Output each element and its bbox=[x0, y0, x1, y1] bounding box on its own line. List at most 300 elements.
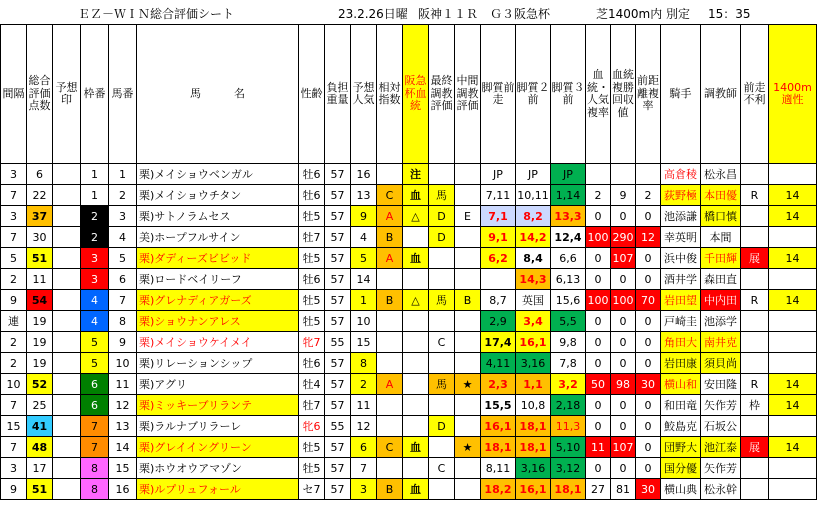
cell-style-3rd: 7,8 bbox=[551, 353, 586, 374]
cell-bloodline-return: 0 bbox=[611, 395, 636, 416]
cell-horse-name: 栗)ホウオウアマゾン bbox=[137, 458, 299, 479]
col-header-relative-index: 相対指数 bbox=[377, 25, 403, 164]
cell-prev-disadvantage bbox=[741, 479, 769, 500]
cell-1400m-aptitude bbox=[769, 416, 817, 437]
col-header-style-3rd: 脚質３前 bbox=[551, 25, 586, 164]
cell-predicted-popularity: 14 bbox=[351, 269, 377, 290]
header-row bbox=[1, 25, 817, 164]
cell-prediction-mark bbox=[53, 290, 81, 311]
cell-horse-number: 1 bbox=[109, 164, 137, 185]
cell-total-score: 19 bbox=[27, 353, 53, 374]
cell-trainer: 池江泰 bbox=[701, 437, 741, 458]
cell-relative-index: B bbox=[377, 290, 403, 311]
cell-1400m-aptitude bbox=[769, 332, 817, 353]
cell-1400m-aptitude: 14 bbox=[769, 395, 817, 416]
cell-horse-name: 栗)ラルナブリラーレ bbox=[137, 416, 299, 437]
cell-style-2nd: 14,3 bbox=[516, 269, 551, 290]
cell-horse-name: 栗)メイショウケイメイ bbox=[137, 332, 299, 353]
cell-relative-index: C bbox=[377, 437, 403, 458]
cell-horse-number: 12 bbox=[109, 395, 137, 416]
cell-trainer: 池添学 bbox=[701, 311, 741, 332]
col-header-interval: 間隔 bbox=[1, 25, 27, 164]
cell-race-bloodline: 血 bbox=[403, 248, 429, 269]
cell-weight: 57 bbox=[325, 374, 351, 395]
table-row bbox=[1, 206, 817, 227]
cell-horse-name: 栗)ショウナンアレス bbox=[137, 311, 299, 332]
cell-final-training bbox=[429, 311, 455, 332]
col-header-style-2nd: 脚質２前 bbox=[516, 25, 551, 164]
cell-bloodline-return: 0 bbox=[611, 458, 636, 479]
evaluation-table bbox=[0, 24, 817, 500]
cell-weight: 57 bbox=[325, 311, 351, 332]
cell-style-last: 7,1 bbox=[481, 206, 516, 227]
cell-horse-number: 5 bbox=[109, 248, 137, 269]
cell-bloodline-return bbox=[611, 164, 636, 185]
cell-predicted-popularity: 7 bbox=[351, 458, 377, 479]
cell-race-bloodline: 血 bbox=[403, 185, 429, 206]
cell-predicted-popularity: 11 bbox=[351, 395, 377, 416]
cell-frame-number: 5 bbox=[81, 332, 109, 353]
cell-style-last: 17,4 bbox=[481, 332, 516, 353]
cell-mid-training: B bbox=[455, 290, 481, 311]
title-bar bbox=[0, 0, 803, 24]
cell-horse-number: 15 bbox=[109, 458, 137, 479]
cell-horse-number: 2 bbox=[109, 185, 137, 206]
cell-relative-index: A bbox=[377, 248, 403, 269]
cell-style-3rd: 2,18 bbox=[551, 395, 586, 416]
cell-final-training: C bbox=[429, 332, 455, 353]
cell-style-3rd: 6,13 bbox=[551, 269, 586, 290]
cell-style-last: 16,1 bbox=[481, 416, 516, 437]
race-course: 芝1400m内 bbox=[596, 7, 663, 21]
cell-style-last: 8,7 bbox=[481, 290, 516, 311]
cell-mid-training bbox=[455, 185, 481, 206]
col-header-1400m-aptitude: 1400m適性 bbox=[769, 25, 817, 164]
cell-weight: 57 bbox=[325, 290, 351, 311]
cell-weight: 57 bbox=[325, 164, 351, 185]
cell-trainer: 須貝尚 bbox=[701, 353, 741, 374]
cell-style-2nd: 8,2 bbox=[516, 206, 551, 227]
cell-final-training bbox=[429, 395, 455, 416]
cell-final-training: D bbox=[429, 227, 455, 248]
cell-prediction-mark bbox=[53, 437, 81, 458]
cell-frame-number: 2 bbox=[81, 227, 109, 248]
cell-trainer: 本田優 bbox=[701, 185, 741, 206]
cell-predicted-popularity: 9 bbox=[351, 206, 377, 227]
cell-bloodline-return: 100 bbox=[611, 290, 636, 311]
table-row bbox=[1, 185, 817, 206]
cell-prediction-mark bbox=[53, 206, 81, 227]
cell-trainer: 橋口慎 bbox=[701, 206, 741, 227]
cell-sex-age: 牡7 bbox=[299, 395, 325, 416]
table-row bbox=[1, 311, 817, 332]
cell-weight: 57 bbox=[325, 269, 351, 290]
cell-prev-distance-rate: 12 bbox=[636, 227, 661, 248]
cell-bloodline-pop-rate: 0 bbox=[586, 458, 611, 479]
cell-race-bloodline bbox=[403, 353, 429, 374]
cell-relative-index: B bbox=[377, 479, 403, 500]
cell-predicted-popularity: 1 bbox=[351, 290, 377, 311]
table-row bbox=[1, 458, 817, 479]
cell-style-2nd: 10,8 bbox=[516, 395, 551, 416]
cell-final-training: 馬 bbox=[429, 290, 455, 311]
table-row bbox=[1, 374, 817, 395]
cell-style-last: 15,5 bbox=[481, 395, 516, 416]
cell-total-score: 48 bbox=[27, 437, 53, 458]
cell-sex-age: 牡5 bbox=[299, 248, 325, 269]
cell-style-last: 8,11 bbox=[481, 458, 516, 479]
cell-prev-distance-rate: 0 bbox=[636, 248, 661, 269]
cell-trainer: 石坂公 bbox=[701, 416, 741, 437]
cell-interval: 2 bbox=[1, 332, 27, 353]
cell-jockey: 浜中俊 bbox=[661, 248, 701, 269]
cell-bloodline-pop-rate: 0 bbox=[586, 206, 611, 227]
cell-1400m-aptitude bbox=[769, 164, 817, 185]
cell-bloodline-return: 0 bbox=[611, 353, 636, 374]
cell-predicted-popularity: 5 bbox=[351, 248, 377, 269]
cell-weight: 57 bbox=[325, 227, 351, 248]
cell-bloodline-pop-rate: 100 bbox=[586, 290, 611, 311]
cell-frame-number: 5 bbox=[81, 353, 109, 374]
cell-style-2nd: 1,1 bbox=[516, 374, 551, 395]
cell-final-training: D bbox=[429, 206, 455, 227]
cell-prev-distance-rate: 70 bbox=[636, 290, 661, 311]
cell-relative-index bbox=[377, 353, 403, 374]
table-row bbox=[1, 164, 817, 185]
cell-weight: 57 bbox=[325, 395, 351, 416]
cell-style-2nd: 16,1 bbox=[516, 332, 551, 353]
cell-bloodline-return: 107 bbox=[611, 437, 636, 458]
cell-frame-number: 1 bbox=[81, 164, 109, 185]
cell-prev-disadvantage: R bbox=[741, 185, 769, 206]
cell-prev-disadvantage bbox=[741, 206, 769, 227]
cell-interval: 連 bbox=[1, 311, 27, 332]
cell-prediction-mark bbox=[53, 395, 81, 416]
cell-mid-training bbox=[455, 458, 481, 479]
cell-style-last: 2,3 bbox=[481, 374, 516, 395]
cell-weight: 57 bbox=[325, 458, 351, 479]
cell-relative-index bbox=[377, 311, 403, 332]
cell-bloodline-return: 9 bbox=[611, 185, 636, 206]
cell-interval: 7 bbox=[1, 395, 27, 416]
cell-mid-training bbox=[455, 479, 481, 500]
cell-trainer: 矢作芳 bbox=[701, 458, 741, 479]
cell-trainer: 矢作芳 bbox=[701, 395, 741, 416]
col-header-horse-name: 馬 名 bbox=[137, 25, 299, 164]
cell-jockey: 池添謙 bbox=[661, 206, 701, 227]
cell-final-training bbox=[429, 248, 455, 269]
cell-bloodline-pop-rate: 0 bbox=[586, 311, 611, 332]
cell-frame-number: 7 bbox=[81, 437, 109, 458]
cell-prediction-mark bbox=[53, 164, 81, 185]
cell-prev-distance-rate: 0 bbox=[636, 353, 661, 374]
cell-style-2nd: 英国 bbox=[516, 290, 551, 311]
cell-1400m-aptitude bbox=[769, 458, 817, 479]
table-row bbox=[1, 290, 817, 311]
cell-sex-age: 牡5 bbox=[299, 206, 325, 227]
cell-interval: 7 bbox=[1, 185, 27, 206]
cell-mid-training bbox=[455, 164, 481, 185]
cell-bloodline-pop-rate: 50 bbox=[586, 374, 611, 395]
cell-predicted-popularity: 4 bbox=[351, 227, 377, 248]
cell-frame-number: 8 bbox=[81, 479, 109, 500]
cell-style-3rd: 13,3 bbox=[551, 206, 586, 227]
cell-style-2nd: 3,4 bbox=[516, 311, 551, 332]
cell-prev-distance-rate: 0 bbox=[636, 458, 661, 479]
cell-1400m-aptitude bbox=[769, 311, 817, 332]
cell-horse-name: 栗)グレイイングリーン bbox=[137, 437, 299, 458]
col-header-prev-distance-rate: 前距離複率 bbox=[636, 25, 661, 164]
cell-prev-distance-rate: 30 bbox=[636, 479, 661, 500]
cell-bloodline-pop-rate: 0 bbox=[586, 416, 611, 437]
cell-mid-training: ★ bbox=[455, 437, 481, 458]
race-date: 23.2.26日曜 bbox=[338, 7, 408, 21]
cell-bloodline-pop-rate: 0 bbox=[586, 332, 611, 353]
cell-prediction-mark bbox=[53, 458, 81, 479]
cell-predicted-popularity: 2 bbox=[351, 374, 377, 395]
race-condition: 別定 bbox=[666, 7, 691, 21]
cell-sex-age: 牡5 bbox=[299, 311, 325, 332]
cell-predicted-popularity: 6 bbox=[351, 437, 377, 458]
cell-horse-number: 9 bbox=[109, 332, 137, 353]
cell-mid-training: ★ bbox=[455, 374, 481, 395]
cell-prev-disadvantage: R bbox=[741, 374, 769, 395]
cell-horse-number: 4 bbox=[109, 227, 137, 248]
col-header-frame-number: 枠番 bbox=[81, 25, 109, 164]
cell-prev-disadvantage bbox=[741, 458, 769, 479]
cell-relative-index bbox=[377, 395, 403, 416]
table-row bbox=[1, 437, 817, 458]
cell-frame-number: 8 bbox=[81, 458, 109, 479]
cell-jockey: 角田大 bbox=[661, 332, 701, 353]
cell-frame-number: 4 bbox=[81, 290, 109, 311]
table-row bbox=[1, 395, 817, 416]
cell-prev-distance-rate: 0 bbox=[636, 206, 661, 227]
cell-sex-age: 牝6 bbox=[299, 416, 325, 437]
cell-frame-number: 7 bbox=[81, 416, 109, 437]
cell-style-2nd: 3,16 bbox=[516, 458, 551, 479]
cell-horse-number: 7 bbox=[109, 290, 137, 311]
cell-style-2nd: 14,2 bbox=[516, 227, 551, 248]
table-row bbox=[1, 332, 817, 353]
cell-1400m-aptitude: 14 bbox=[769, 374, 817, 395]
cell-prediction-mark bbox=[53, 416, 81, 437]
cell-total-score: 54 bbox=[27, 290, 53, 311]
cell-prev-disadvantage bbox=[741, 353, 769, 374]
cell-race-bloodline bbox=[403, 227, 429, 248]
cell-total-score: 51 bbox=[27, 479, 53, 500]
cell-style-last: 18,2 bbox=[481, 479, 516, 500]
cell-style-2nd: JP bbox=[516, 164, 551, 185]
cell-style-3rd: 18,1 bbox=[551, 479, 586, 500]
cell-interval: 9 bbox=[1, 479, 27, 500]
cell-interval: 3 bbox=[1, 164, 27, 185]
cell-final-training: D bbox=[429, 416, 455, 437]
cell-relative-index: B bbox=[377, 227, 403, 248]
cell-frame-number: 3 bbox=[81, 269, 109, 290]
cell-interval: 3 bbox=[1, 206, 27, 227]
cell-interval: 7 bbox=[1, 437, 27, 458]
cell-total-score: 52 bbox=[27, 374, 53, 395]
cell-predicted-popularity: 10 bbox=[351, 311, 377, 332]
cell-bloodline-return: 0 bbox=[611, 311, 636, 332]
col-header-mid-training: 中間調教評価 bbox=[455, 25, 481, 164]
cell-interval: 7 bbox=[1, 227, 27, 248]
cell-prev-disadvantage bbox=[741, 164, 769, 185]
cell-prediction-mark bbox=[53, 374, 81, 395]
cell-style-2nd: 10,11 bbox=[516, 185, 551, 206]
cell-race-bloodline: 血 bbox=[403, 479, 429, 500]
cell-mid-training bbox=[455, 269, 481, 290]
table-row bbox=[1, 479, 817, 500]
cell-interval: 3 bbox=[1, 458, 27, 479]
cell-predicted-popularity: 3 bbox=[351, 479, 377, 500]
cell-style-2nd: 16,1 bbox=[516, 479, 551, 500]
cell-total-score: 17 bbox=[27, 458, 53, 479]
cell-style-last: 9,1 bbox=[481, 227, 516, 248]
table-row bbox=[1, 416, 817, 437]
cell-race-bloodline: 注 bbox=[403, 164, 429, 185]
cell-prev-distance-rate: 0 bbox=[636, 437, 661, 458]
cell-style-3rd: 5,10 bbox=[551, 437, 586, 458]
cell-sex-age: 牡6 bbox=[299, 353, 325, 374]
col-header-bloodline-pop-rate: 血統・人気複率 bbox=[586, 25, 611, 164]
cell-mid-training bbox=[455, 311, 481, 332]
sheet-name: ＥＺ－ＷＩＮ総合評価シート bbox=[78, 7, 235, 21]
cell-relative-index bbox=[377, 416, 403, 437]
cell-frame-number: 1 bbox=[81, 185, 109, 206]
cell-total-score: 25 bbox=[27, 395, 53, 416]
cell-horse-number: 3 bbox=[109, 206, 137, 227]
cell-relative-index bbox=[377, 269, 403, 290]
cell-sex-age: 牡4 bbox=[299, 374, 325, 395]
cell-weight: 55 bbox=[325, 332, 351, 353]
cell-weight: 57 bbox=[325, 353, 351, 374]
race-time: 15：35 bbox=[708, 7, 751, 21]
cell-style-last: 4,11 bbox=[481, 353, 516, 374]
cell-prediction-mark bbox=[53, 311, 81, 332]
cell-1400m-aptitude bbox=[769, 353, 817, 374]
cell-style-3rd: 15,6 bbox=[551, 290, 586, 311]
cell-final-training bbox=[429, 479, 455, 500]
cell-jockey: 横山典 bbox=[661, 479, 701, 500]
cell-prev-disadvantage: 展 bbox=[741, 248, 769, 269]
cell-horse-name: 栗)メイショウベンガル bbox=[137, 164, 299, 185]
cell-total-score: 22 bbox=[27, 185, 53, 206]
cell-race-bloodline bbox=[403, 416, 429, 437]
cell-bloodline-return: 81 bbox=[611, 479, 636, 500]
cell-trainer: 中内田 bbox=[701, 290, 741, 311]
cell-total-score: 30 bbox=[27, 227, 53, 248]
cell-style-3rd: 3,2 bbox=[551, 374, 586, 395]
cell-sex-age: セ7 bbox=[299, 479, 325, 500]
cell-jockey: 荻野極 bbox=[661, 185, 701, 206]
cell-horse-name: 栗)グレナディアガーズ bbox=[137, 290, 299, 311]
table-row bbox=[1, 248, 817, 269]
table-row bbox=[1, 227, 817, 248]
cell-relative-index bbox=[377, 332, 403, 353]
cell-frame-number: 2 bbox=[81, 206, 109, 227]
col-header-trainer: 調教師 bbox=[701, 25, 741, 164]
cell-bloodline-return: 290 bbox=[611, 227, 636, 248]
cell-horse-number: 16 bbox=[109, 479, 137, 500]
cell-jockey: 岩田康 bbox=[661, 353, 701, 374]
cell-horse-number: 6 bbox=[109, 269, 137, 290]
cell-race-bloodline bbox=[403, 332, 429, 353]
cell-prediction-mark bbox=[53, 332, 81, 353]
cell-prev-disadvantage: 展 bbox=[741, 437, 769, 458]
cell-race-bloodline: △ bbox=[403, 206, 429, 227]
cell-mid-training: E bbox=[455, 206, 481, 227]
cell-mid-training bbox=[455, 353, 481, 374]
cell-trainer: 千田輝 bbox=[701, 248, 741, 269]
cell-final-training: 馬 bbox=[429, 185, 455, 206]
cell-jockey: 団野大 bbox=[661, 437, 701, 458]
cell-style-3rd: 12,4 bbox=[551, 227, 586, 248]
cell-bloodline-return: 0 bbox=[611, 416, 636, 437]
cell-sex-age: 牡6 bbox=[299, 185, 325, 206]
cell-interval: 5 bbox=[1, 248, 27, 269]
cell-trainer: 松永昌 bbox=[701, 164, 741, 185]
cell-bloodline-return: 98 bbox=[611, 374, 636, 395]
cell-style-3rd: 1,14 bbox=[551, 185, 586, 206]
col-header-style-last: 脚質前走 bbox=[481, 25, 516, 164]
col-header-prediction-mark: 予想印 bbox=[53, 25, 81, 164]
cell-horse-name: 栗)アグリ bbox=[137, 374, 299, 395]
cell-interval: 10 bbox=[1, 374, 27, 395]
cell-race-bloodline bbox=[403, 458, 429, 479]
cell-style-last: 2,9 bbox=[481, 311, 516, 332]
cell-prev-disadvantage: R bbox=[741, 290, 769, 311]
race-name: 阪神１１Ｒ Ｇ３阪急杯 bbox=[418, 7, 551, 21]
cell-final-training bbox=[429, 437, 455, 458]
col-header-race-bloodline: 阪急杯血統 bbox=[403, 25, 429, 164]
cell-mid-training bbox=[455, 395, 481, 416]
cell-1400m-aptitude bbox=[769, 227, 817, 248]
cell-bloodline-return: 0 bbox=[611, 269, 636, 290]
cell-total-score: 41 bbox=[27, 416, 53, 437]
cell-horse-name: 栗)ダディーズビビッド bbox=[137, 248, 299, 269]
cell-race-bloodline bbox=[403, 374, 429, 395]
cell-horse-name: 栗)サトノラムセス bbox=[137, 206, 299, 227]
col-header-final-training: 最終調教評価 bbox=[429, 25, 455, 164]
cell-race-bloodline bbox=[403, 311, 429, 332]
cell-trainer: 松永幹 bbox=[701, 479, 741, 500]
cell-prediction-mark bbox=[53, 353, 81, 374]
cell-prev-disadvantage bbox=[741, 416, 769, 437]
cell-predicted-popularity: 8 bbox=[351, 353, 377, 374]
cell-prediction-mark bbox=[53, 479, 81, 500]
col-header-bloodline-return: 血統複勝回収値 bbox=[611, 25, 636, 164]
cell-frame-number: 4 bbox=[81, 311, 109, 332]
cell-sex-age: 牡6 bbox=[299, 269, 325, 290]
cell-bloodline-pop-rate: 0 bbox=[586, 248, 611, 269]
cell-style-2nd: 18,1 bbox=[516, 416, 551, 437]
cell-trainer: 森田直 bbox=[701, 269, 741, 290]
cell-sex-age: 牡7 bbox=[299, 227, 325, 248]
cell-weight: 57 bbox=[325, 437, 351, 458]
cell-predicted-popularity: 13 bbox=[351, 185, 377, 206]
cell-bloodline-pop-rate: 100 bbox=[586, 227, 611, 248]
cell-mid-training bbox=[455, 416, 481, 437]
cell-style-last: JP bbox=[481, 164, 516, 185]
cell-mid-training bbox=[455, 248, 481, 269]
table-row bbox=[1, 269, 817, 290]
cell-sex-age: 牡5 bbox=[299, 437, 325, 458]
cell-bloodline-pop-rate: 0 bbox=[586, 269, 611, 290]
cell-horse-number: 8 bbox=[109, 311, 137, 332]
cell-bloodline-pop-rate: 0 bbox=[586, 395, 611, 416]
